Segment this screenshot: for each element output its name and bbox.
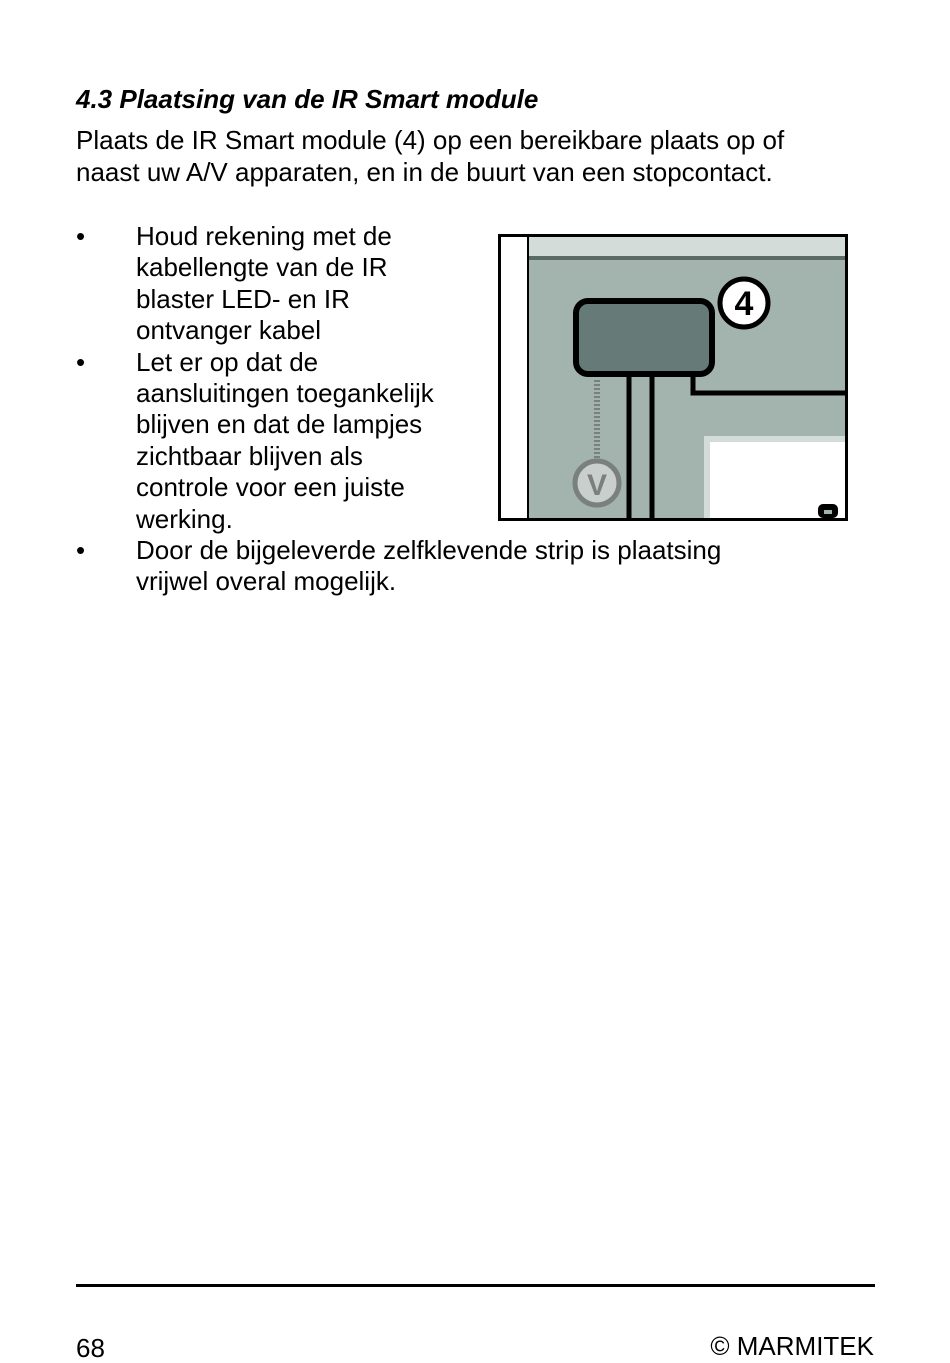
left-strip — [501, 237, 527, 518]
bullet-line: blijven en dat de lampjes — [136, 409, 423, 440]
bullet-line: zichtbaar blijven als — [136, 440, 363, 471]
bullet-line: ontvanger kabel — [136, 315, 322, 346]
page-number: 68 — [76, 1333, 105, 1363]
callout-4-label: 4 — [734, 285, 754, 323]
intro-line: Plaats de IR Smart module (4) op een bereikbare plaats op of — [76, 125, 785, 155]
bullet-icon: • — [76, 346, 86, 377]
bullet-line: controle voor een juiste — [136, 472, 405, 503]
copyright-notice: © MARMITEK — [710, 1331, 874, 1361]
bullet-line: Let er op dat de — [136, 346, 319, 377]
ir-module-placement-illustration — [498, 234, 848, 521]
bullet-line: kabellengte van de IR — [136, 252, 388, 283]
section-heading: 4.3 Plaatsing van de IR Smart module — [76, 84, 539, 114]
bullet-line: blaster LED- en IR — [136, 283, 350, 314]
bullet-line: werking. — [136, 503, 233, 534]
bullet-line: vrijwel overal mogelijk. — [136, 566, 397, 597]
footer-rule — [76, 1284, 875, 1287]
intro-paragraph — [76, 124, 876, 188]
ir-smart-module — [576, 301, 712, 374]
top-strip — [529, 237, 845, 257]
bullet-icon: • — [76, 535, 86, 566]
intro-line: naast uw A/V apparaten, en in de buurt van een stopcontact. — [76, 157, 773, 187]
bullet-line: Houd rekening met de — [136, 221, 392, 251]
bullet-icon: • — [76, 221, 86, 251]
corner-notch-inner — [824, 510, 832, 514]
bullet-line: Door de bijgeleverde zelfklevende strip is plaatsing — [136, 535, 722, 566]
callout-v-label: V — [586, 469, 608, 502]
bullet-line: aansluitingen toegankelijk — [136, 378, 434, 409]
bullet-item-adhesive-strip — [76, 535, 876, 598]
